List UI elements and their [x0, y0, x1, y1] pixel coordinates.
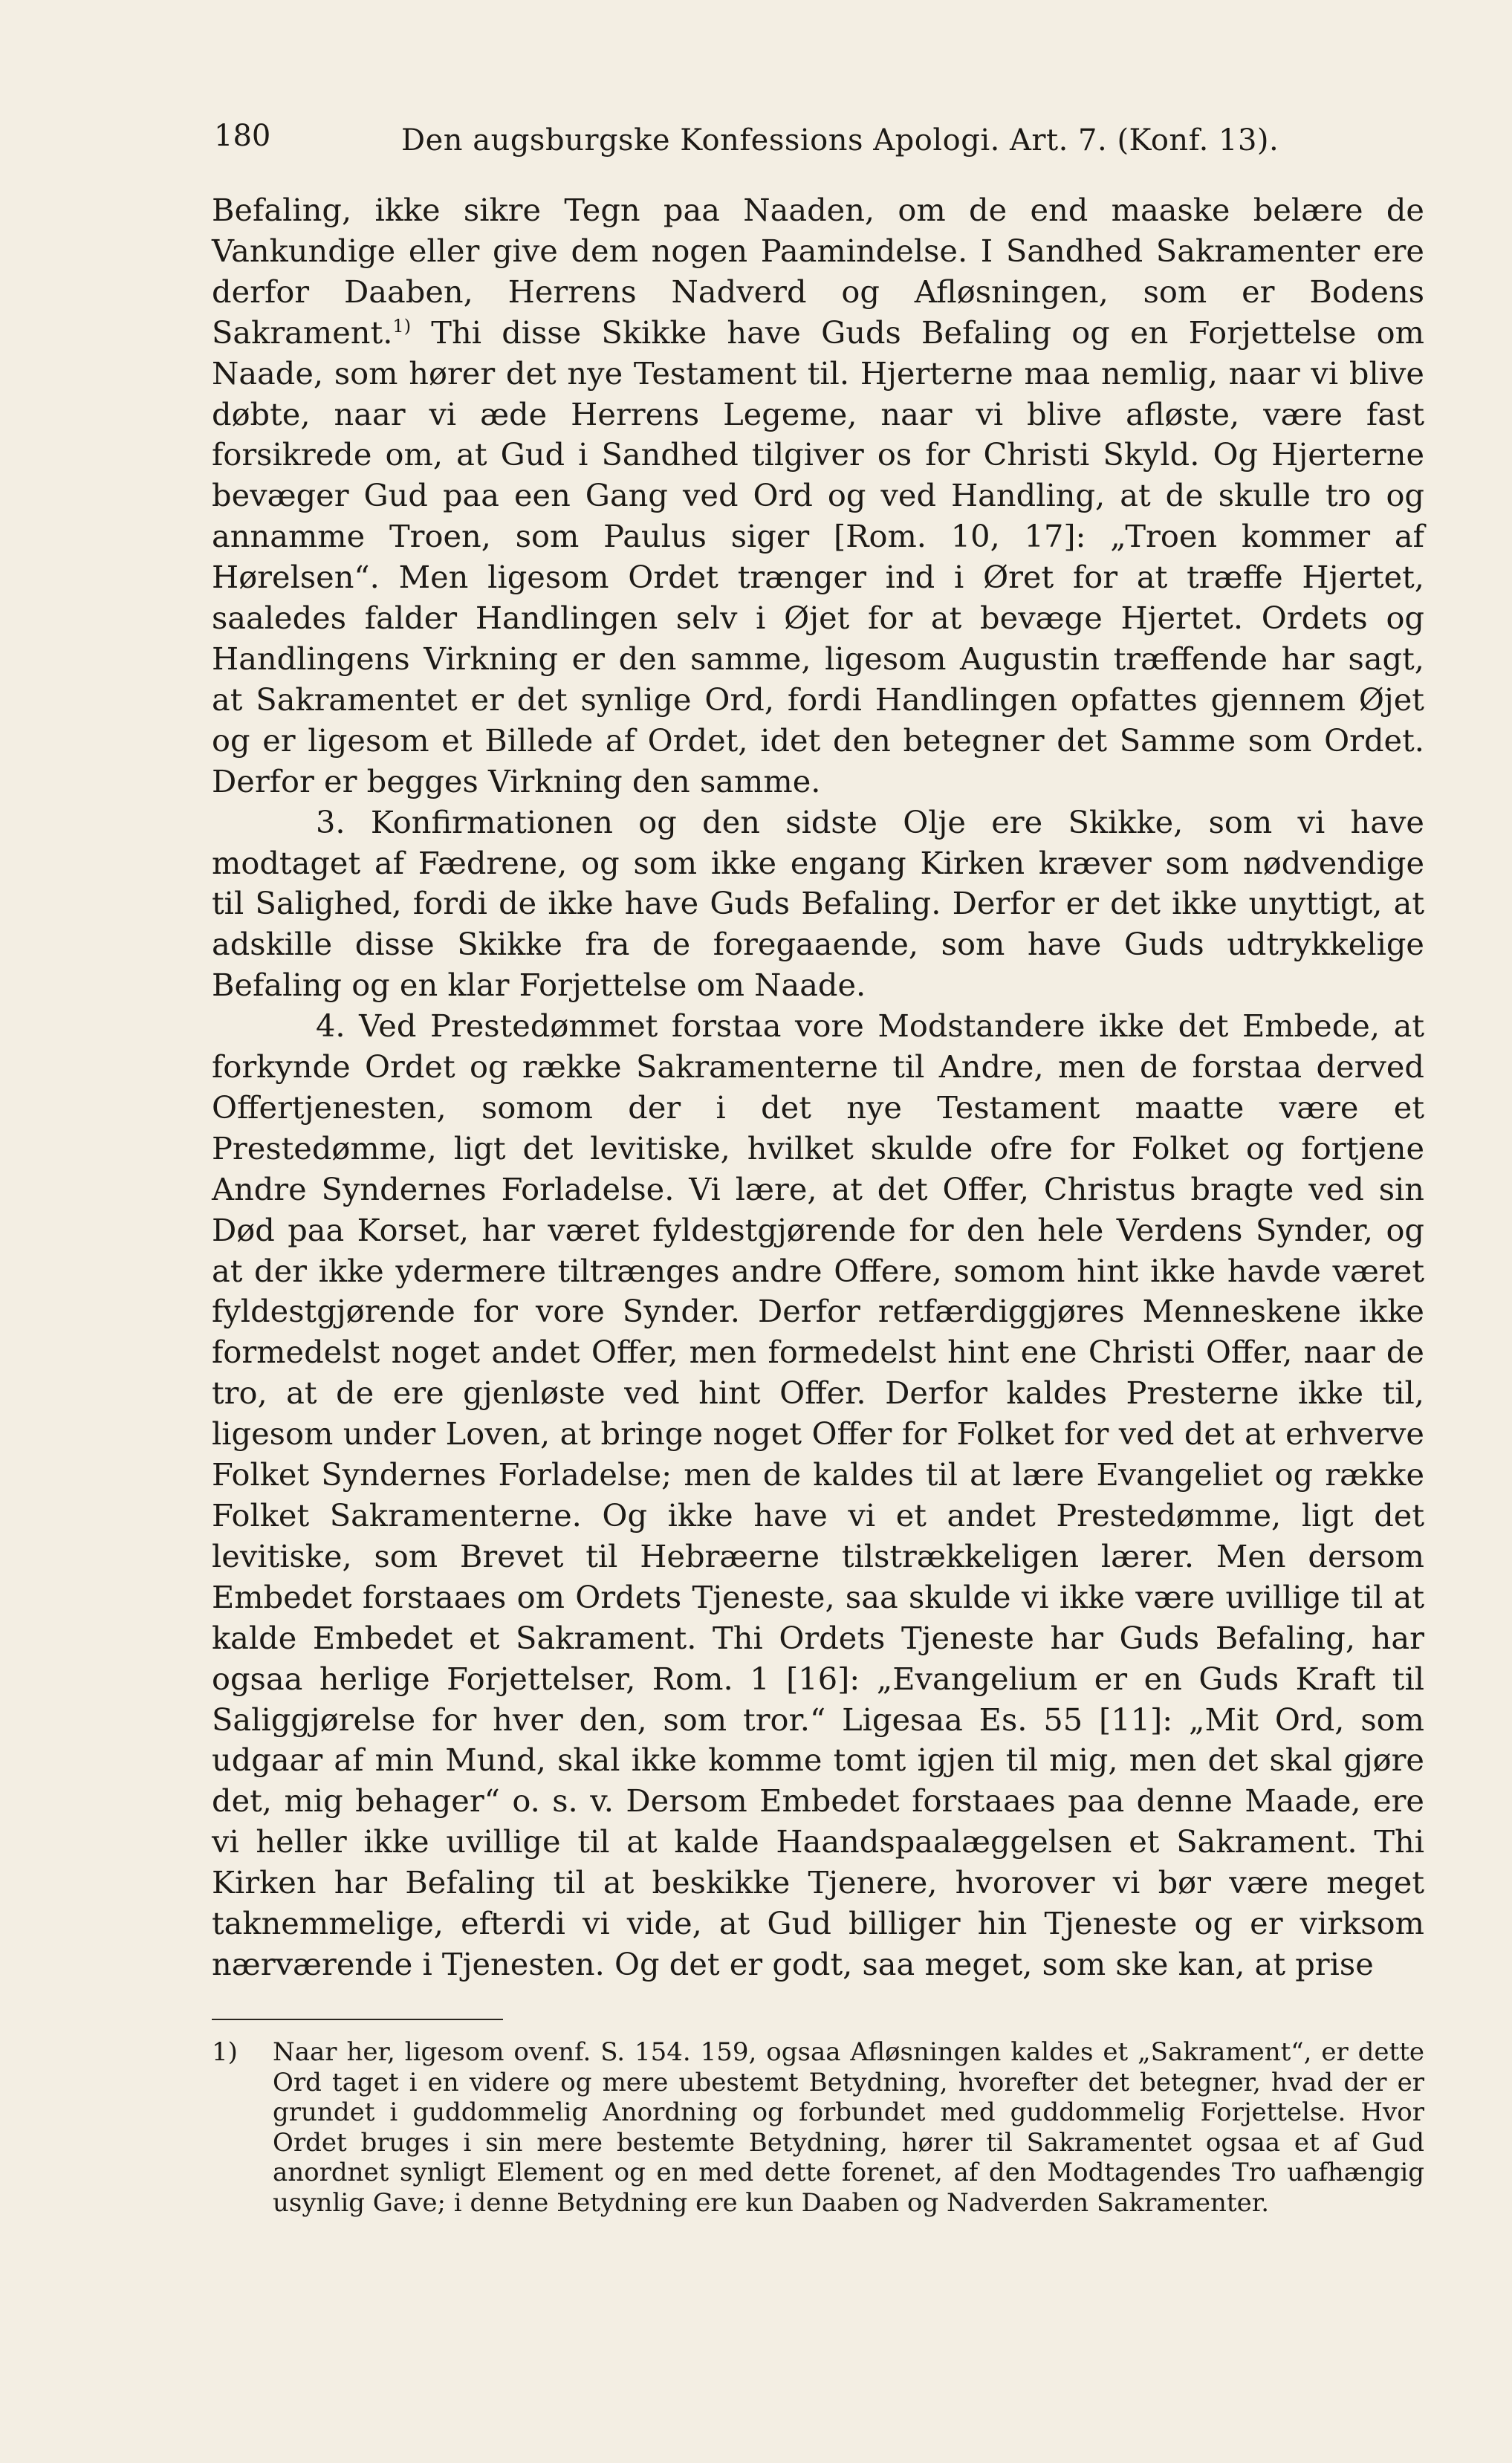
- footnote-text: Naar her, ligesom ovenf. S. 154. 159, ogsaa Afløsningen kaldes et „Sakrament“, er dette Ord taget i en videre og mere ubestemt Betydning, hvorefter det betegner, hvad der er grundet i guddommelig Anordning og forbundet med guddommelig Forjettelse. Hvor Ordet bruges i sin mere bestemte Betydning, hører til Sakramentet ogsaa et af Gud anordnet synligt Element og en med dette forenet, af den Modtagendes Tro uafhængig usynlig Gave; i denne Betydning ere kun Daaben og Nadverden Sakramenter.: [273, 2037, 1424, 2218]
- paragraph-1: [212, 190, 1424, 802]
- footnote-divider: [212, 2019, 503, 2020]
- page-header: [214, 119, 1314, 163]
- footnote: [212, 2037, 1424, 2218]
- main-text: [212, 190, 1424, 1985]
- paragraph-1-part-2: Thi disse Skikke have Guds Befaling og en Forjettelse om Naade, som hører det nye Testament til. Hjerterne maa nemlig, naar vi blive døbte, naar vi æde Herrens Legeme, naar vi blive afløste, være fast forsikrede om, at Gud i Sandhed tilgiver os for Christi Skyld. Og Hjerterne bevæger Gud paa een Gang ved Ord og ved Handling, at de skulle tro og annamme Troen, som Paulus siger [Rom. 10, 17]: „Troen kommer af Hørelsen“. Men ligesom Ordet trænger ind i Øret for at træffe Hjertet, saaledes falder Handlingen selv i Øjet for at bevæge Hjertet. Ordets og Handlingens Virkning er den samme, ligesom Augustin træffende har sagt, at Sakramentet er det synlige Ord, fordi Handlingen opfattes gjennem Øjet og er ligesom et Billede af Ordet, idet den betegner det Samme som Ordet. Derfor er begges Virkning den samme.: [212, 314, 1424, 799]
- page-number: 180: [214, 119, 271, 153]
- paragraph-2: 3. Konfirmationen og den sidste Olje ere Skikke, som vi have modtaget af Fædrene, og som ikke engang Kirken kræver som nødvendige til Salighed, fordi de ikke have Guds Befaling. Derfor er det ikke unyttigt, at adskille disse Skikke fra de foregaaende, som have Guds udtrykkelige Befaling og en klar Forjettelse om Naade.: [212, 803, 1424, 1004]
- paragraph-1-part-1: Befaling, ikke sikre Tegn paa Naaden, om de end maaske belære de Vankundige eller give dem nogen Paamindelse. I Sandhed Sakramenter ere derfor Daaben, Herrens Nadverd og Afløsningen, som er Bodens Sakrament.: [212, 192, 1424, 351]
- footnote-marker: 1): [212, 2037, 238, 2067]
- paragraph-3: 4. Ved Prestedømmet forstaa vore Modstandere ikke det Embede, at forkynde Ordet og række Sakramenterne til Andre, men de forstaa derved Offertjenesten, somom der i det nye Testament maatte være et Prestedømme, ligt det levitiske, hvilket skulde ofre for Folket og fortjene Andre Syndernes Forladelse. Vi lære, at det Offer, Christus bragte ved sin Død paa Korset, har været fyldestgjørende for den hele Verdens Synder, og at der ikke ydermere tiltrænges andre Offere, somom hint ikke havde været fyldestgjørende for vore Synder. Derfor retfærdiggjøres Menneskene ikke formedelst noget andet Offer, men formedelst hint ene Christi Offer, naar de tro, at de ere gjenløste ved hint Offer. Derfor kaldes Presterne ikke til, ligesom under Loven, at bringe noget Offer for Folket for ved det at erhverve Folket Syndernes Forladelse; men de kaldes til at lære Evangeliet og række Folket Sakramenterne. Og ikke have vi et andet Prestedømme, ligt det levitiske, som Brevet til Hebræerne tilstrækkeligen lærer. Men dersom Embedet forstaaes om Ordets Tjeneste, saa skulde vi ikke være uvillige til at kalde Embedet et Sakrament. Thi Ordets Tjeneste har Guds Befaling, har ogsaa herlige Forjettelser, Rom. 1 [16]: „Evangelium er en Guds Kraft til Saliggjørelse for hver den, som tror.“ Ligesaa Es. 55 [11]: „Mit Ord, som udgaar af min Mund, skal ikke komme tomt igjen til mig, men det skal gjøre det, mig behager“ o. s. v. Dersom Embedet forstaaes paa denne Maade, ere vi heller ikke uvillige til at kalde Haandspaalæggelsen et Sakrament. Thi Kirken har Befaling til at beskikke Tjenere, hvorover vi bør være meget taknemmelige, efterdi vi vide, at Gud billiger hin Tjeneste og er virksom nærværende i Tjenesten. Og det er godt, saa meget, som ske kan, at prise: [212, 1007, 1424, 1982]
- running-head: Den augsburgske Konfessions Apologi. Art. 7. (Konf. 13).: [401, 123, 1279, 158]
- footnote-reference: 1): [392, 315, 412, 337]
